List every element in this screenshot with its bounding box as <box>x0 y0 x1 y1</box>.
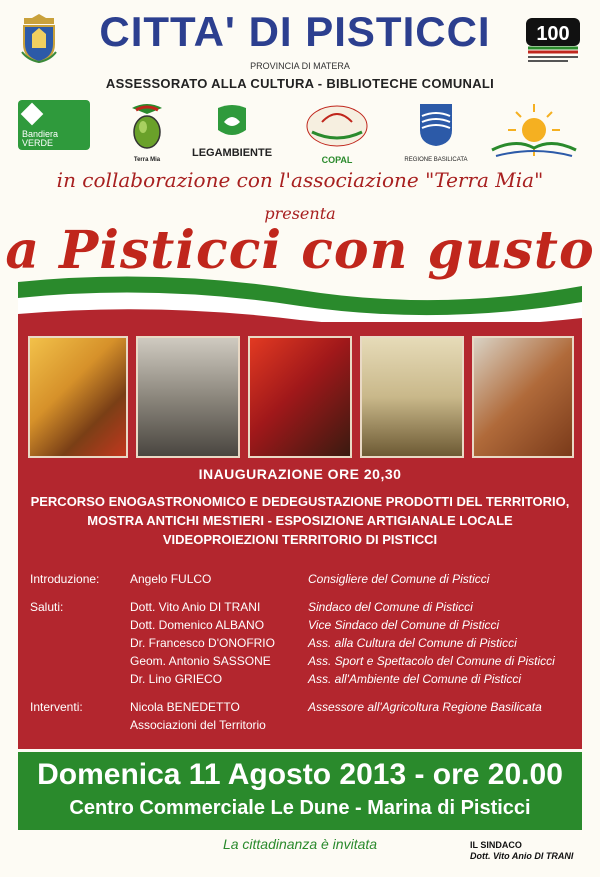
legambiente-label: LEGAMBIENTE <box>191 147 273 159</box>
photo-peppers <box>248 336 352 458</box>
sindaco-signature <box>470 840 595 862</box>
speaker-role: Assessore all'Agricoltura Regione Basilicata <box>308 700 542 714</box>
description-line: PERCORSO ENOGASTRONOMICO E DEDEGUSTAZIONE PRODOTTI DEL TERRITORIO, <box>30 494 570 509</box>
sindaco-name: Dott. Vito Anio DI TRANI <box>470 851 574 861</box>
speaker-name: Nicola BENEDETTO <box>130 700 240 714</box>
interventi-label: Interventi: <box>30 700 83 714</box>
speaker-role: Consigliere del Comune di Pisticci <box>308 572 490 586</box>
speaker-name: Associazioni del Territorio <box>130 718 266 732</box>
photo-bread-oil <box>28 336 128 458</box>
100-comuni-badge-icon <box>524 16 582 64</box>
regione-basilicata-logo <box>396 100 476 162</box>
speaker-name: Dott. Domenico ALBANO <box>130 618 265 632</box>
photo-craftsman <box>136 336 240 458</box>
description-line: MOSTRA ANTICHI MESTIERI - ESPOSIZIONE ARTIGIANALE LOCALE <box>87 513 513 528</box>
event-title: a Pisticci con gusto <box>5 220 595 281</box>
city-crest-icon <box>18 12 60 64</box>
speaker-role: Vice Sindaco del Comune di Pisticci <box>308 618 500 632</box>
saluti-label: Saluti: <box>30 600 64 614</box>
speaker-name: Dott. Vito Anio DI TRANI <box>130 600 261 614</box>
inaugurazione-text: INAUGURAZIONE ORE 20,30 <box>198 466 402 482</box>
speaker-name: Dr. Francesco D'ONOFRIO <box>130 636 275 650</box>
interventi-row <box>30 716 580 734</box>
speaker-name: Angelo FULCO <box>130 572 212 586</box>
speaker-role: Ass. Sport e Spettacolo del Comune di Pisticci <box>308 654 555 668</box>
legambiente-logo <box>188 100 276 162</box>
tricolour-wave <box>18 268 582 328</box>
description-line: VIDEOPROIEZIONI TERRITORIO DI PISTICCI <box>162 532 438 547</box>
bandiera-verde-icon <box>21 103 44 126</box>
page-title: CITTA' DI PISTICCI <box>99 8 491 55</box>
speaker-role: Ass. alla Cultura del Comune di Pisticci <box>308 636 517 650</box>
saluti-row <box>30 670 580 688</box>
collaboration-text: in collaborazione con l'associazione "Terra Mia" <box>56 168 544 192</box>
saluti-row <box>30 616 580 634</box>
interventi-row <box>30 698 580 716</box>
terre-del-gusto-logo <box>302 100 372 165</box>
sun-logo <box>486 100 582 162</box>
legambiente-icon <box>188 100 276 142</box>
event-description <box>18 492 582 549</box>
speaker-role: Ass. all'Ambiente del Comune di Pisticci <box>308 672 522 686</box>
presenta-text: presenta <box>264 204 336 223</box>
bandiera-verde-label: Bandiera VERDE <box>22 129 59 148</box>
speaker-name: Geom. Antonio SASSONE <box>130 654 271 668</box>
copal-label: COPAL <box>321 155 353 165</box>
regione-basilicata-label: REGIONE BASILICATA <box>404 157 468 163</box>
terra-mia-label: Terra Mia <box>133 157 161 163</box>
terre-del-gusto-icon <box>302 100 372 150</box>
olive-icon <box>122 100 172 162</box>
sindaco-title: IL SINDACO <box>470 840 522 850</box>
speaker-name: Dr. Lino GRIECO <box>130 672 223 686</box>
introduzione-row <box>30 570 580 588</box>
photo-beans <box>472 336 574 458</box>
event-place: Centro Commerciale Le Dune - Marina di Pisticci <box>69 797 531 819</box>
sun-icon <box>486 100 582 162</box>
saluti-row <box>30 598 580 616</box>
saluti-row <box>30 634 580 652</box>
saluti-row <box>30 652 580 670</box>
introduzione-label: Introduzione: <box>30 572 100 586</box>
photo-ceramics <box>360 336 464 458</box>
assessorato-label: ASSESSORATO ALLA CULTURA - BIBLIOTECHE COMUNALI <box>105 76 495 91</box>
regione-basilicata-icon <box>396 100 476 148</box>
invite-text: La cittadinanza è invitata <box>222 836 378 852</box>
terra-mia-logo <box>122 100 172 162</box>
bandiera-verde-logo <box>18 100 90 162</box>
provincia-label: PROVINCIA DI MATERA <box>250 61 350 71</box>
badge-number: 100 <box>536 23 570 45</box>
speaker-role: Sindaco del Comune di Pisticci <box>308 600 473 614</box>
event-date: Domenica 11 Agosto 2013 - ore 20.00 <box>37 758 563 791</box>
